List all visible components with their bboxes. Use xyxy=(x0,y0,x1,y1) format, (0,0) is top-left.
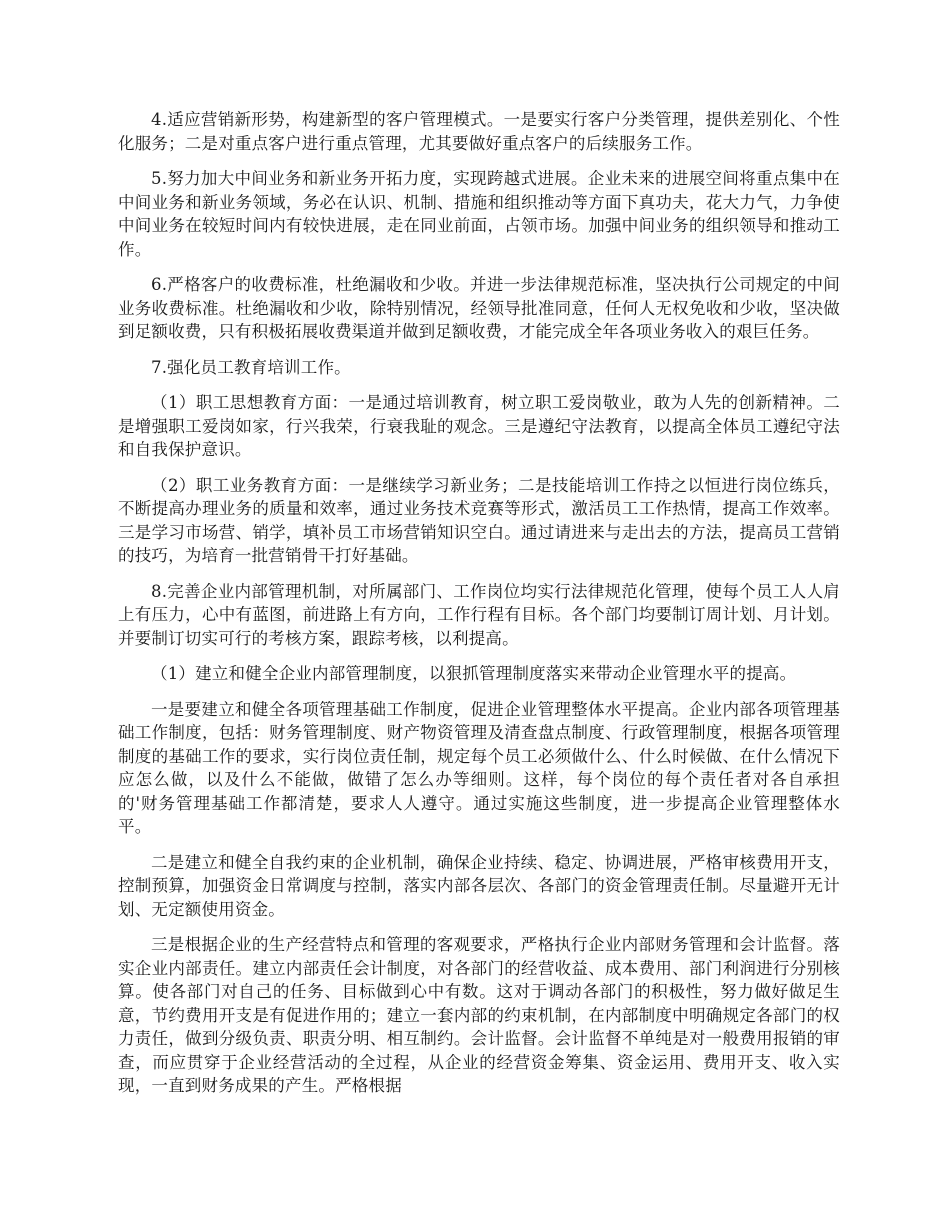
paragraph-item-7-1: （1）职工思想教育方面：一是通过培训教育，树立职工爱岗敬业，敢为人先的创新精神。二是增强职工爱岗如家，行兴我荣，行衰我耻的观念。三是遵纪守法教育，以提高全体员工遵纪守法和自我保护意识。 xyxy=(118,393,840,459)
paragraph-item-8: 8.完善企业内部管理机制，对所属部门、工作岗位均实行法律规范化管理，使每个员工人人肩上有压力，心中有蓝图，前进路上有方向，工作行程有目标。各个部门均要制订周计划、月计划。并要制订切实可行的考核方案，跟踪考核，以利提高。 xyxy=(118,581,840,648)
paragraph-item-5: 5.努力加大中间业务和新业务开拓力度，实现跨越式进展。企业未来的进展空间将重点集中在中间业务和新业务领域，务必在认识、机制、措施和组织推动等方面下真功夫，花大力气，力争使中间业务在较短时间内有较快进展，走在同业前面，占领市场。加强中间业务的组织领导和推动工作。 xyxy=(118,169,840,259)
paragraph-item-6: 6.严格客户的收费标准，杜绝漏收和少收。并进一步法律规范标准，坚决执行公司规定的中间业务收费标准。杜绝漏收和少收，除特别情况，经领导批准同意，任何人无权免收和少收，坚决做到足额收费，只有积极拓展收费渠道并做到足额收费，才能完成全年各项业务收入的艰巨任务。 xyxy=(118,275,840,341)
paragraph-item-7-2: （2）职工业务教育方面：一是继续学习新业务；二是技能培训工作持之以恒进行岗位练兵，不断提高办理业务的质量和效率，通过业务技术竞赛等形式，激活员工工作热情，提高工作效率。三是学习市场营、销学，填补员工市场营销知识空白。通过请进来与走出去的方法，提高员工营销的技巧，为培育一批营销骨干打好基础。 xyxy=(118,475,840,565)
paragraph-point-two: 二是建立和健全自我约束的企业机制，确保企业持续、稳定、协调进展，严格审核费用开支，控制预算，加强资金日常调度与控制，落实内部各层次、各部门的资金管理责任制。尽量避开无计划、无定额使用资金。 xyxy=(118,852,840,919)
paragraph-point-three: 三是根据企业的生产经营特点和管理的客观要求，严格执行企业内部财务管理和会计监督。落实企业内部责任。建立内部责任会计制度，对各部门的经营收益、成本费用、部门利润进行分别核算。使各部门对自己的任务、目标做到心中有数。这对于调动各部门的积极性，努力做好做足生意，节约费用开支是有促进作用的；建立一套内部的约束机制，在内部制度中明确规定各部门的权力责任，做到分级负责、职责分明、相互制约。会计监督。会计监督不单纯是对一般费用报销的审查，而应贯穿于企业经营活动的全过程，从企业的经营资金筹集、资金运用、费用开支、收入实现，一直到财务成果的产生。严格根据 xyxy=(118,935,840,1095)
paragraph-item-4: 4.适应营销新形势，构建新型的客户管理模式。一是要实行客户分类管理，提供差别化、个性化服务；二是对重点客户进行重点管理，尤其要做好重点客户的后续服务工作。 xyxy=(118,110,840,153)
paragraph-item-7: 7.强化员工教育培训工作。 xyxy=(151,357,351,377)
paragraph-item-8-1: （1）建立和健全企业内部管理制度，以狠抓管理制度落实来带动企业管理水平的提高。 xyxy=(151,664,797,683)
paragraph-point-one: 一是要建立和健全各项管理基础工作制度，促进企业管理整体水平提高。企业内部各项管理基础工作制度，包括：财务管理制度、财产物资管理及清查盘点制度、行政管理制度，根据各项管理制度的基础工作的要求，实行岗位责任制，规定每个员工必须做什么、什么时候做、在什么情况下应怎么做，以及什么不能做，做错了怎么办等细则。这样，每个岗位的每个责任者对各自承担的'财务管理基础工作都清楚，要求人人遵守。通过实施这些制度，进一步提高企业管理整体水平。 xyxy=(118,699,840,836)
document-body xyxy=(118,108,840,1110)
